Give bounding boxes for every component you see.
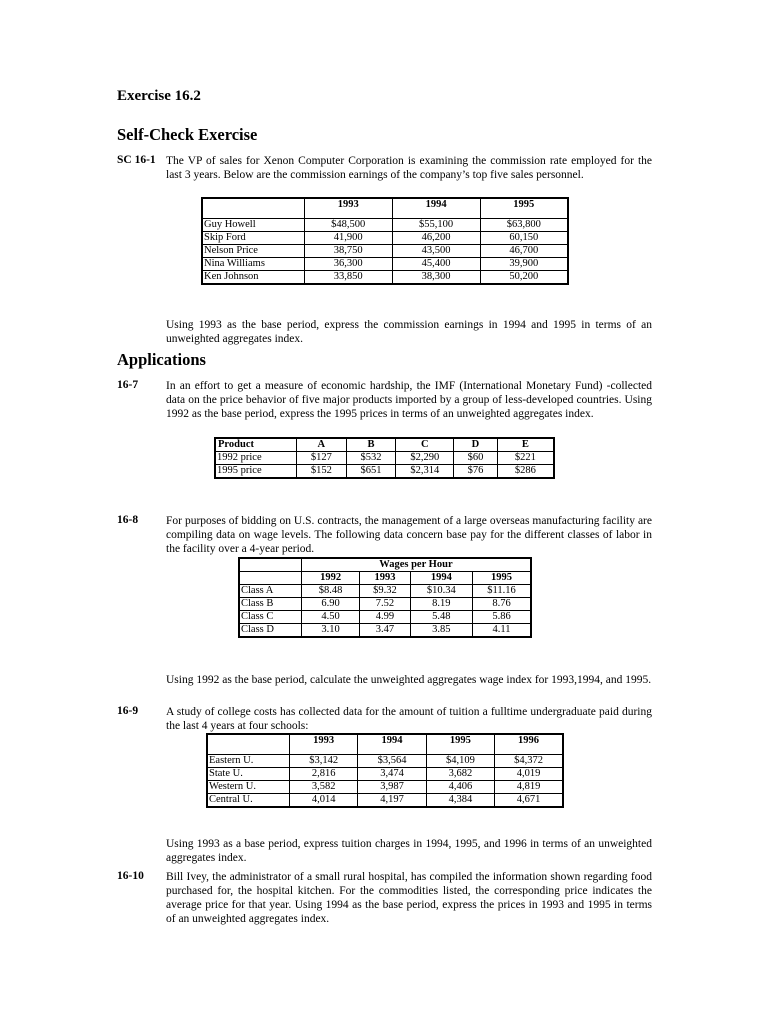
table-row xyxy=(207,754,563,767)
cell-value: 3.47 xyxy=(360,624,410,638)
column-header: 1996 xyxy=(495,734,563,754)
column-header: C xyxy=(396,438,454,452)
problem-label-16-9: 16-9 xyxy=(117,705,139,717)
question-text-sc16-1: Using 1993 as the base period, express the commission earnings in 1994 and 1995 in terms of an unweighted aggregates index. xyxy=(166,319,652,345)
cell-value: 60,150 xyxy=(480,231,568,244)
exercise-title: Exercise 16.2 xyxy=(117,88,201,104)
cell-value: 8.76 xyxy=(473,598,531,611)
cell-value: $60 xyxy=(454,452,498,465)
column-header: E xyxy=(497,438,554,452)
cell-value: $76 xyxy=(454,465,498,479)
cell-value: $2,290 xyxy=(396,452,454,465)
cell-value: $8.48 xyxy=(301,585,359,598)
table-corner xyxy=(239,572,301,585)
cell-value: 3,474 xyxy=(358,767,426,780)
cell-value: $11.16 xyxy=(473,585,531,598)
cell-value: $4,109 xyxy=(426,754,494,767)
cell-value: $221 xyxy=(497,452,554,465)
cell-value: 7.52 xyxy=(360,598,410,611)
problem-text-16-9: A study of college costs has collected data for the amount of tuition a fulltime undergraduate paid during the last 4 years at four schools: xyxy=(166,706,652,732)
cell-value: 33,850 xyxy=(304,270,392,284)
table-row xyxy=(202,257,568,270)
cell-value: $3,142 xyxy=(289,754,357,767)
table-row xyxy=(239,598,531,611)
table-row xyxy=(202,244,568,257)
cell-value: 8.19 xyxy=(410,598,472,611)
cell-value: 43,500 xyxy=(392,244,480,257)
problem-text-sc16-1: The VP of sales for Xenon Computer Corporation is examining the commission rate employed for the last 3 years. Below are the commission earnings of the company’s top five sales personnel. xyxy=(166,155,652,181)
row-name: Class A xyxy=(239,585,301,598)
cell-value: $152 xyxy=(297,465,347,479)
table-row xyxy=(215,465,554,479)
product-price-table xyxy=(214,437,555,479)
column-header: 1994 xyxy=(410,572,472,585)
problem-label-16-8: 16-8 xyxy=(117,514,139,526)
cell-value: $651 xyxy=(346,465,396,479)
wages-table xyxy=(238,557,532,638)
cell-value: 46,700 xyxy=(480,244,568,257)
self-check-title: Self-Check Exercise xyxy=(117,125,258,144)
cell-value: 4,406 xyxy=(426,780,494,793)
row-name: Skip Ford xyxy=(202,231,304,244)
table-row xyxy=(202,218,568,231)
problem-label-sc16-1: SC 16-1 xyxy=(117,154,156,166)
problem-text-16-8: For purposes of bidding on U.S. contracts, the management of a large overseas manufacturing facility are compiling data on wage levels. The following data concern base pay for the different classes of labor in the facility over a 4-year period. xyxy=(166,515,652,555)
cell-value: $532 xyxy=(346,452,396,465)
table-corner xyxy=(202,198,304,218)
row-name: Eastern U. xyxy=(207,754,289,767)
cell-value: $63,800 xyxy=(480,218,568,231)
row-name: Ken Johnson xyxy=(202,270,304,284)
cell-value: 4.11 xyxy=(473,624,531,638)
cell-value: 39,900 xyxy=(480,257,568,270)
table-row xyxy=(239,624,531,638)
cell-value: 4,819 xyxy=(495,780,563,793)
cell-value: 3,987 xyxy=(358,780,426,793)
cell-value: 38,300 xyxy=(392,270,480,284)
column-header: 1993 xyxy=(304,198,392,218)
column-header: D xyxy=(454,438,498,452)
cell-value: 3.85 xyxy=(410,624,472,638)
cell-value: 38,750 xyxy=(304,244,392,257)
cell-value: 4,014 xyxy=(289,793,357,807)
column-header: 1995 xyxy=(473,572,531,585)
row-name: Nina Williams xyxy=(202,257,304,270)
column-header: 1993 xyxy=(360,572,410,585)
row-name: State U. xyxy=(207,767,289,780)
question-text-16-8: Using 1992 as the base period, calculate the unweighted aggregates wage index for 1993,1994, and 1995. xyxy=(166,674,652,686)
table-row xyxy=(202,270,568,284)
cell-value: 45,400 xyxy=(392,257,480,270)
table-corner xyxy=(207,734,289,754)
cell-value: 36,300 xyxy=(304,257,392,270)
cell-value: $9.32 xyxy=(360,585,410,598)
column-header: Product xyxy=(215,438,297,452)
row-name: 1992 price xyxy=(215,452,297,465)
row-name: Class B xyxy=(239,598,301,611)
cell-value: 50,200 xyxy=(480,270,568,284)
row-name: Class D xyxy=(239,624,301,638)
cell-value: 4.50 xyxy=(301,611,359,624)
row-name: 1995 price xyxy=(215,465,297,479)
column-header: A xyxy=(297,438,347,452)
row-name: Guy Howell xyxy=(202,218,304,231)
cell-value: 4.99 xyxy=(360,611,410,624)
table-row xyxy=(207,793,563,807)
problem-text-16-10: Bill Ivey, the administrator of a small rural hospital, has compiled the information shown regarding food purchased for, the hospital kitchen. For the commodities listed, the corresponding price indicates the average price for that year. Using 1994 as the base period, express the prices in 1993 and 1995 in terms of an unweighted aggregates index. xyxy=(166,871,652,925)
row-name: Western U. xyxy=(207,780,289,793)
column-header: 1994 xyxy=(392,198,480,218)
cell-value: 3,682 xyxy=(426,767,494,780)
cell-value: $48,500 xyxy=(304,218,392,231)
table-corner xyxy=(239,558,301,572)
applications-title: Applications xyxy=(117,350,206,369)
cell-value: 2,816 xyxy=(289,767,357,780)
group-header: Wages per Hour xyxy=(301,558,531,572)
column-header: B xyxy=(346,438,396,452)
table-row xyxy=(202,231,568,244)
problem-text-16-7: In an effort to get a measure of economic hardship, the IMF (International Monetary Fund) -collected data on the price behavior of five major products imported by a group of less-developed countries. Using 1992 as the base period, express the 1995 prices in terms of an unweighted aggregates index. xyxy=(166,380,652,420)
cell-value: $4,372 xyxy=(495,754,563,767)
table-row xyxy=(215,452,554,465)
cell-value: $55,100 xyxy=(392,218,480,231)
table-row xyxy=(239,611,531,624)
table-row xyxy=(239,585,531,598)
cell-value: 4,019 xyxy=(495,767,563,780)
column-header: 1995 xyxy=(480,198,568,218)
column-header: 1994 xyxy=(358,734,426,754)
cell-value: 4,384 xyxy=(426,793,494,807)
cell-value: 41,900 xyxy=(304,231,392,244)
problem-label-16-7: 16-7 xyxy=(117,379,139,391)
cell-value: 5.86 xyxy=(473,611,531,624)
cell-value: $10.34 xyxy=(410,585,472,598)
row-name: Nelson Price xyxy=(202,244,304,257)
column-header: 1995 xyxy=(426,734,494,754)
cell-value: $127 xyxy=(297,452,347,465)
cell-value: 6.90 xyxy=(301,598,359,611)
problem-label-16-10: 16-10 xyxy=(117,870,144,882)
tuition-table xyxy=(206,733,564,808)
column-header: 1993 xyxy=(289,734,357,754)
cell-value: 46,200 xyxy=(392,231,480,244)
cell-value: 3.10 xyxy=(301,624,359,638)
cell-value: $286 xyxy=(497,465,554,479)
cell-value: $2,314 xyxy=(396,465,454,479)
table-row xyxy=(207,767,563,780)
column-header: 1992 xyxy=(301,572,359,585)
question-text-16-9: Using 1993 as a base period, express tuition charges in 1994, 1995, and 1996 in terms of an unweighted aggregates index. xyxy=(166,838,652,864)
row-name: Class C xyxy=(239,611,301,624)
cell-value: 4,671 xyxy=(495,793,563,807)
cell-value: 3,582 xyxy=(289,780,357,793)
table-row xyxy=(207,780,563,793)
cell-value: 4,197 xyxy=(358,793,426,807)
cell-value: 5.48 xyxy=(410,611,472,624)
commission-table xyxy=(201,197,569,285)
cell-value: $3,564 xyxy=(358,754,426,767)
row-name: Central U. xyxy=(207,793,289,807)
